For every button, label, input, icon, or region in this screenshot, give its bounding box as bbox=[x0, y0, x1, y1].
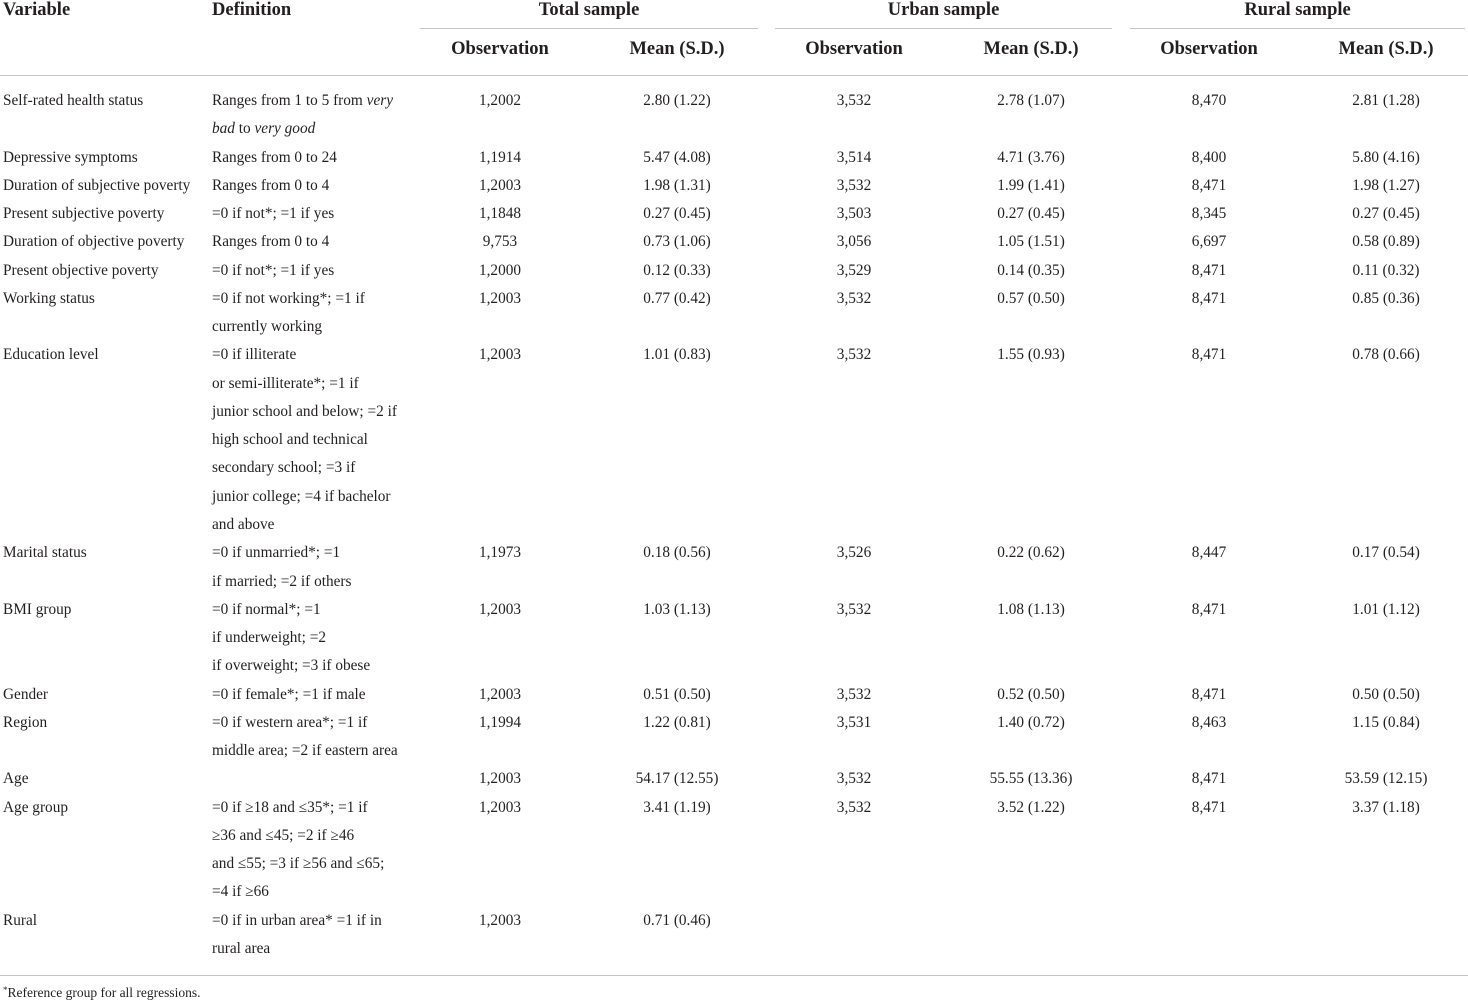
footnote-marker: * bbox=[3, 985, 8, 995]
group-header-rural: Rural sample bbox=[1130, 0, 1465, 29]
urban-mean-cell: 0.57 (0.50) bbox=[997, 289, 1065, 307]
table-row bbox=[0, 765, 1468, 793]
total-mean-cell: 0.71 (0.46) bbox=[643, 911, 711, 929]
header-row bbox=[0, 0, 1468, 30]
definition-cell bbox=[207, 200, 412, 228]
total-observation-cell: 1,2003 bbox=[478, 685, 522, 703]
table-header bbox=[0, 0, 1468, 76]
total-mean-cell: 54.17 (12.55) bbox=[635, 770, 719, 788]
definition-line bbox=[212, 539, 412, 567]
definition-cell bbox=[207, 907, 412, 964]
definition-text: =0 if normal*; =1 bbox=[212, 600, 321, 618]
rural-mean-cell: 53.59 (12.15) bbox=[1344, 770, 1428, 788]
rural-observation-cell: 8,400 bbox=[1191, 148, 1227, 166]
definition-line bbox=[212, 681, 412, 709]
footnote-text: Reference group for all regressions. bbox=[7, 985, 201, 1000]
group-header-urban-cell bbox=[766, 0, 1120, 30]
variable-cell: Age group bbox=[3, 798, 68, 816]
definition-text: high school and technical bbox=[212, 431, 368, 449]
subheader-total-observation: Observation bbox=[412, 30, 588, 76]
variable-cell: BMI group bbox=[3, 600, 72, 618]
urban-mean-cell: 1.05 (1.51) bbox=[997, 233, 1065, 251]
definition-line bbox=[212, 200, 412, 228]
total-observation-cell: 1,2002 bbox=[478, 92, 522, 109]
total-mean-cell: 0.12 (0.33) bbox=[643, 261, 711, 279]
urban-mean-cell: 3.52 (1.22) bbox=[997, 798, 1065, 816]
definition-cell bbox=[207, 144, 412, 172]
total-observation-cell: 1,1914 bbox=[478, 148, 522, 166]
rural-mean-cell: 0.78 (0.66) bbox=[1352, 346, 1420, 364]
definition-cell bbox=[207, 681, 412, 709]
table-row bbox=[0, 76, 1468, 144]
total-observation-cell: 1,2003 bbox=[478, 346, 522, 364]
total-observation-cell: 9,753 bbox=[482, 233, 518, 251]
rural-observation-cell: 8,447 bbox=[1191, 544, 1227, 562]
definition-cell bbox=[207, 709, 412, 766]
definition-text: junior college; =4 if bachelor bbox=[212, 487, 391, 505]
total-mean-cell: 0.73 (1.06) bbox=[643, 233, 711, 251]
definition-text: secondary school; =3 if bbox=[212, 459, 356, 477]
definition-text: =0 if illiterate bbox=[212, 346, 297, 364]
table-row bbox=[0, 172, 1468, 200]
definition-line bbox=[212, 115, 412, 143]
urban-observation-cell: 3,532 bbox=[836, 798, 872, 816]
definition-line bbox=[212, 822, 412, 850]
rural-mean-cell: 0.17 (0.54) bbox=[1352, 544, 1420, 562]
rural-mean-cell: 2.81 (1.28) bbox=[1352, 92, 1420, 109]
definition-line bbox=[212, 87, 412, 115]
rural-mean-cell: 1.98 (1.27) bbox=[1352, 176, 1420, 194]
table-row bbox=[0, 144, 1468, 172]
urban-observation-cell: 3,532 bbox=[836, 289, 872, 307]
subheader-row bbox=[0, 30, 1468, 76]
definition-text: junior school and below; =2 if bbox=[212, 402, 397, 420]
urban-mean-cell: 0.22 (0.62) bbox=[997, 544, 1065, 562]
total-observation-cell: 1,2000 bbox=[478, 261, 522, 279]
definition-line bbox=[212, 907, 412, 935]
definition-cell bbox=[207, 341, 412, 539]
urban-mean-cell: 2.78 (1.07) bbox=[997, 92, 1065, 109]
definition-cell bbox=[207, 765, 412, 793]
definition-text: =0 if in urban area* =1 if in bbox=[212, 911, 382, 929]
rural-mean-cell: 0.27 (0.45) bbox=[1352, 205, 1420, 223]
urban-observation-cell: 3,532 bbox=[836, 770, 872, 788]
definition-line bbox=[212, 483, 412, 511]
definition-cell bbox=[207, 76, 412, 144]
definition-line bbox=[212, 794, 412, 822]
urban-observation-cell: 3,532 bbox=[836, 346, 872, 364]
group-header-total-cell bbox=[412, 0, 766, 30]
definition-text: =0 if not*; =1 if yes bbox=[212, 205, 335, 223]
variable-cell: Region bbox=[3, 713, 48, 731]
urban-mean-cell: 1.08 (1.13) bbox=[997, 600, 1065, 618]
urban-mean-cell: 1.55 (0.93) bbox=[997, 346, 1065, 364]
definition-cell bbox=[207, 794, 412, 907]
subheader-spacer-variable bbox=[0, 30, 207, 76]
rural-mean-cell: 0.85 (0.36) bbox=[1352, 289, 1420, 307]
table-row bbox=[0, 709, 1468, 766]
rural-observation-cell: 8,471 bbox=[1191, 346, 1227, 364]
subheader-total-mean: Mean (S.D.) bbox=[588, 30, 766, 76]
definition-line bbox=[212, 398, 412, 426]
total-mean-cell: 1.03 (1.13) bbox=[643, 600, 711, 618]
definition-text: to bbox=[234, 120, 255, 138]
total-mean-cell: 3.41 (1.19) bbox=[643, 798, 711, 816]
urban-observation-cell: 3,056 bbox=[836, 233, 872, 251]
urban-mean-cell bbox=[942, 907, 1120, 964]
total-mean-cell: 0.51 (0.50) bbox=[643, 685, 711, 703]
urban-observation-cell bbox=[766, 907, 942, 964]
definition-italic-text: very bbox=[366, 92, 393, 109]
total-observation-cell: 1,2003 bbox=[478, 911, 522, 929]
definition-text: =4 if ≥66 bbox=[212, 883, 269, 901]
definition-line bbox=[212, 511, 412, 539]
rural-observation-cell: 8,471 bbox=[1191, 770, 1227, 788]
urban-observation-cell: 3,529 bbox=[836, 261, 872, 279]
variable-cell: Working status bbox=[3, 289, 95, 307]
definition-line bbox=[212, 454, 412, 482]
table-row bbox=[0, 539, 1468, 596]
definition-line bbox=[212, 935, 412, 963]
total-mean-cell: 1.98 (1.31) bbox=[643, 176, 711, 194]
definition-text: if married; =2 if others bbox=[212, 572, 352, 590]
rural-mean-cell: 0.50 (0.50) bbox=[1352, 685, 1420, 703]
rural-observation-cell: 6,697 bbox=[1191, 233, 1227, 251]
urban-observation-cell: 3,514 bbox=[836, 148, 872, 166]
definition-text: middle area; =2 if eastern area bbox=[212, 742, 398, 760]
definition-line bbox=[212, 568, 412, 596]
rural-mean-cell: 5.80 (4.16) bbox=[1352, 148, 1420, 166]
definition-line bbox=[212, 850, 412, 878]
total-mean-cell: 1.22 (0.81) bbox=[643, 713, 711, 731]
variable-cell: Present subjective poverty bbox=[3, 205, 165, 223]
definition-text: Ranges from 0 to 4 bbox=[212, 176, 330, 194]
table-footnote bbox=[3, 984, 201, 1003]
definition-line bbox=[212, 596, 412, 624]
table-row bbox=[0, 257, 1468, 285]
definition-line bbox=[212, 228, 412, 256]
definition-cell bbox=[207, 539, 412, 596]
rural-observation-cell: 8,471 bbox=[1191, 798, 1227, 816]
total-observation-cell: 1,2003 bbox=[478, 798, 522, 816]
definition-line bbox=[212, 709, 412, 737]
definition-text: =0 if not working*; =1 if bbox=[212, 289, 365, 307]
definition-line bbox=[212, 172, 412, 200]
definition-text: and above bbox=[212, 515, 275, 533]
urban-observation-cell: 3,526 bbox=[836, 544, 872, 562]
definition-text: =0 if ≥18 and ≤35*; =1 if bbox=[212, 798, 368, 816]
table-row bbox=[0, 681, 1468, 709]
rural-observation-cell: 8,470 bbox=[1191, 92, 1227, 109]
definition-text: ≥36 and ≤45; =2 if ≥46 bbox=[212, 826, 355, 844]
variable-cell: Education level bbox=[3, 346, 99, 364]
definition-text: Ranges from 0 to 24 bbox=[212, 148, 337, 166]
group-header-rural-cell bbox=[1120, 0, 1468, 30]
definition-text: =0 if unmarried*; =1 bbox=[212, 544, 341, 562]
total-observation-cell: 1,1994 bbox=[478, 713, 522, 731]
total-mean-cell: 2.80 (1.22) bbox=[643, 92, 711, 109]
variable-cell: Duration of objective poverty bbox=[3, 233, 185, 251]
total-observation-cell: 1,2003 bbox=[478, 289, 522, 307]
urban-observation-cell: 3,532 bbox=[836, 92, 872, 109]
header-definition: Definition bbox=[212, 0, 292, 20]
rural-observation-cell: 8,463 bbox=[1191, 713, 1227, 731]
variable-cell: Age bbox=[3, 770, 29, 788]
definition-text: rural area bbox=[212, 939, 271, 957]
urban-observation-cell: 3,503 bbox=[836, 205, 872, 223]
urban-mean-cell: 1.40 (0.72) bbox=[997, 713, 1065, 731]
definition-italic-text: very good bbox=[254, 120, 316, 138]
total-observation-cell: 1,1848 bbox=[478, 205, 522, 223]
rural-mean-cell: 1.01 (1.12) bbox=[1352, 600, 1420, 618]
rural-observation-cell bbox=[1120, 907, 1298, 964]
total-observation-cell: 1,2003 bbox=[478, 600, 522, 618]
definition-line bbox=[212, 285, 412, 313]
rural-observation-cell: 8,471 bbox=[1191, 176, 1227, 194]
total-mean-cell: 0.18 (0.56) bbox=[643, 544, 711, 562]
subheader-spacer-definition bbox=[207, 30, 412, 76]
table-row bbox=[0, 341, 1468, 539]
variable-cell: Self-rated health status bbox=[3, 92, 144, 109]
rural-mean-cell bbox=[1298, 907, 1468, 964]
group-header-total: Total sample bbox=[420, 0, 758, 29]
total-mean-cell: 1.01 (0.83) bbox=[643, 346, 711, 364]
urban-observation-cell: 3,532 bbox=[836, 600, 872, 618]
table-row bbox=[0, 794, 1468, 907]
total-mean-cell: 5.47 (4.08) bbox=[643, 148, 711, 166]
definition-line bbox=[212, 144, 412, 172]
subheader-rural-observation: Observation bbox=[1120, 30, 1298, 76]
urban-mean-cell: 55.55 (13.36) bbox=[989, 770, 1073, 788]
urban-observation-cell: 3,532 bbox=[836, 685, 872, 703]
definition-line bbox=[212, 257, 412, 285]
variable-cell: Rural bbox=[3, 911, 37, 929]
definition-text: =0 if female*; =1 if male bbox=[212, 685, 366, 703]
total-mean-cell: 0.27 (0.45) bbox=[643, 205, 711, 223]
total-mean-cell: 0.77 (0.42) bbox=[643, 289, 711, 307]
subheader-urban-mean: Mean (S.D.) bbox=[942, 30, 1120, 76]
table-row bbox=[0, 596, 1468, 681]
variable-cell: Duration of subjective poverty bbox=[3, 176, 191, 194]
rural-mean-cell: 0.11 (0.32) bbox=[1352, 261, 1420, 279]
variable-cell: Gender bbox=[3, 685, 49, 703]
definition-text: and ≤55; =3 if ≥56 and ≤65; bbox=[212, 855, 385, 873]
definition-line bbox=[212, 370, 412, 398]
total-observation-cell: 1,1973 bbox=[478, 544, 522, 562]
definition-line bbox=[212, 624, 412, 652]
urban-observation-cell: 3,532 bbox=[836, 176, 872, 194]
variable-cell: Present objective poverty bbox=[3, 261, 159, 279]
rural-mean-cell: 3.37 (1.18) bbox=[1352, 798, 1420, 816]
subheader-rural-mean: Mean (S.D.) bbox=[1298, 30, 1468, 76]
urban-mean-cell: 4.71 (3.76) bbox=[997, 148, 1065, 166]
rural-observation-cell: 8,471 bbox=[1191, 289, 1227, 307]
definition-text: if underweight; =2 bbox=[212, 629, 326, 647]
definition-line bbox=[212, 341, 412, 369]
table-row bbox=[0, 200, 1468, 228]
urban-mean-cell: 1.99 (1.41) bbox=[997, 176, 1065, 194]
definition-cell bbox=[207, 285, 412, 342]
rural-observation-cell: 8,345 bbox=[1191, 205, 1227, 223]
definition-cell bbox=[207, 228, 412, 256]
definition-text: or semi-illiterate*; =1 if bbox=[212, 374, 359, 392]
variable-cell: Depressive symptoms bbox=[3, 148, 138, 166]
rural-observation-cell: 8,471 bbox=[1191, 600, 1227, 618]
definition-text: =0 if western area*; =1 if bbox=[212, 713, 368, 731]
definition-text: Ranges from 1 to 5 from bbox=[212, 92, 367, 109]
variable-cell: Marital status bbox=[3, 544, 87, 562]
definition-cell bbox=[207, 172, 412, 200]
definition-cell bbox=[207, 596, 412, 681]
definition-text: =0 if not*; =1 if yes bbox=[212, 261, 335, 279]
definition-line bbox=[212, 878, 412, 906]
subheader-urban-observation: Observation bbox=[766, 30, 942, 76]
rural-observation-cell: 8,471 bbox=[1191, 685, 1227, 703]
definition-line bbox=[212, 313, 412, 341]
rural-observation-cell: 8,471 bbox=[1191, 261, 1227, 279]
header-variable: Variable bbox=[3, 0, 71, 20]
definition-text: if overweight; =3 if obese bbox=[212, 657, 371, 675]
total-observation-cell: 1,2003 bbox=[478, 770, 522, 788]
table-row bbox=[0, 285, 1468, 342]
definition-line bbox=[212, 426, 412, 454]
definition-italic-text: bad bbox=[212, 120, 235, 138]
definition-line bbox=[212, 652, 412, 680]
urban-mean-cell: 0.27 (0.45) bbox=[997, 205, 1065, 223]
total-observation-cell: 1,2003 bbox=[478, 176, 522, 194]
rural-mean-cell: 0.58 (0.89) bbox=[1352, 233, 1420, 251]
definition-text: Ranges from 0 to 4 bbox=[212, 233, 330, 251]
definition-cell bbox=[207, 257, 412, 285]
definition-line bbox=[212, 737, 412, 765]
urban-mean-cell: 0.52 (0.50) bbox=[997, 685, 1065, 703]
table-row bbox=[0, 228, 1468, 256]
definition-text: currently working bbox=[212, 318, 323, 336]
group-header-urban: Urban sample bbox=[775, 0, 1112, 29]
urban-mean-cell: 0.14 (0.35) bbox=[997, 261, 1065, 279]
table-bottom-rule bbox=[0, 975, 1468, 976]
table-row bbox=[0, 907, 1468, 964]
urban-observation-cell: 3,531 bbox=[836, 713, 872, 731]
rural-mean-cell: 1.15 (0.84) bbox=[1352, 713, 1420, 731]
table-body bbox=[0, 76, 1468, 963]
